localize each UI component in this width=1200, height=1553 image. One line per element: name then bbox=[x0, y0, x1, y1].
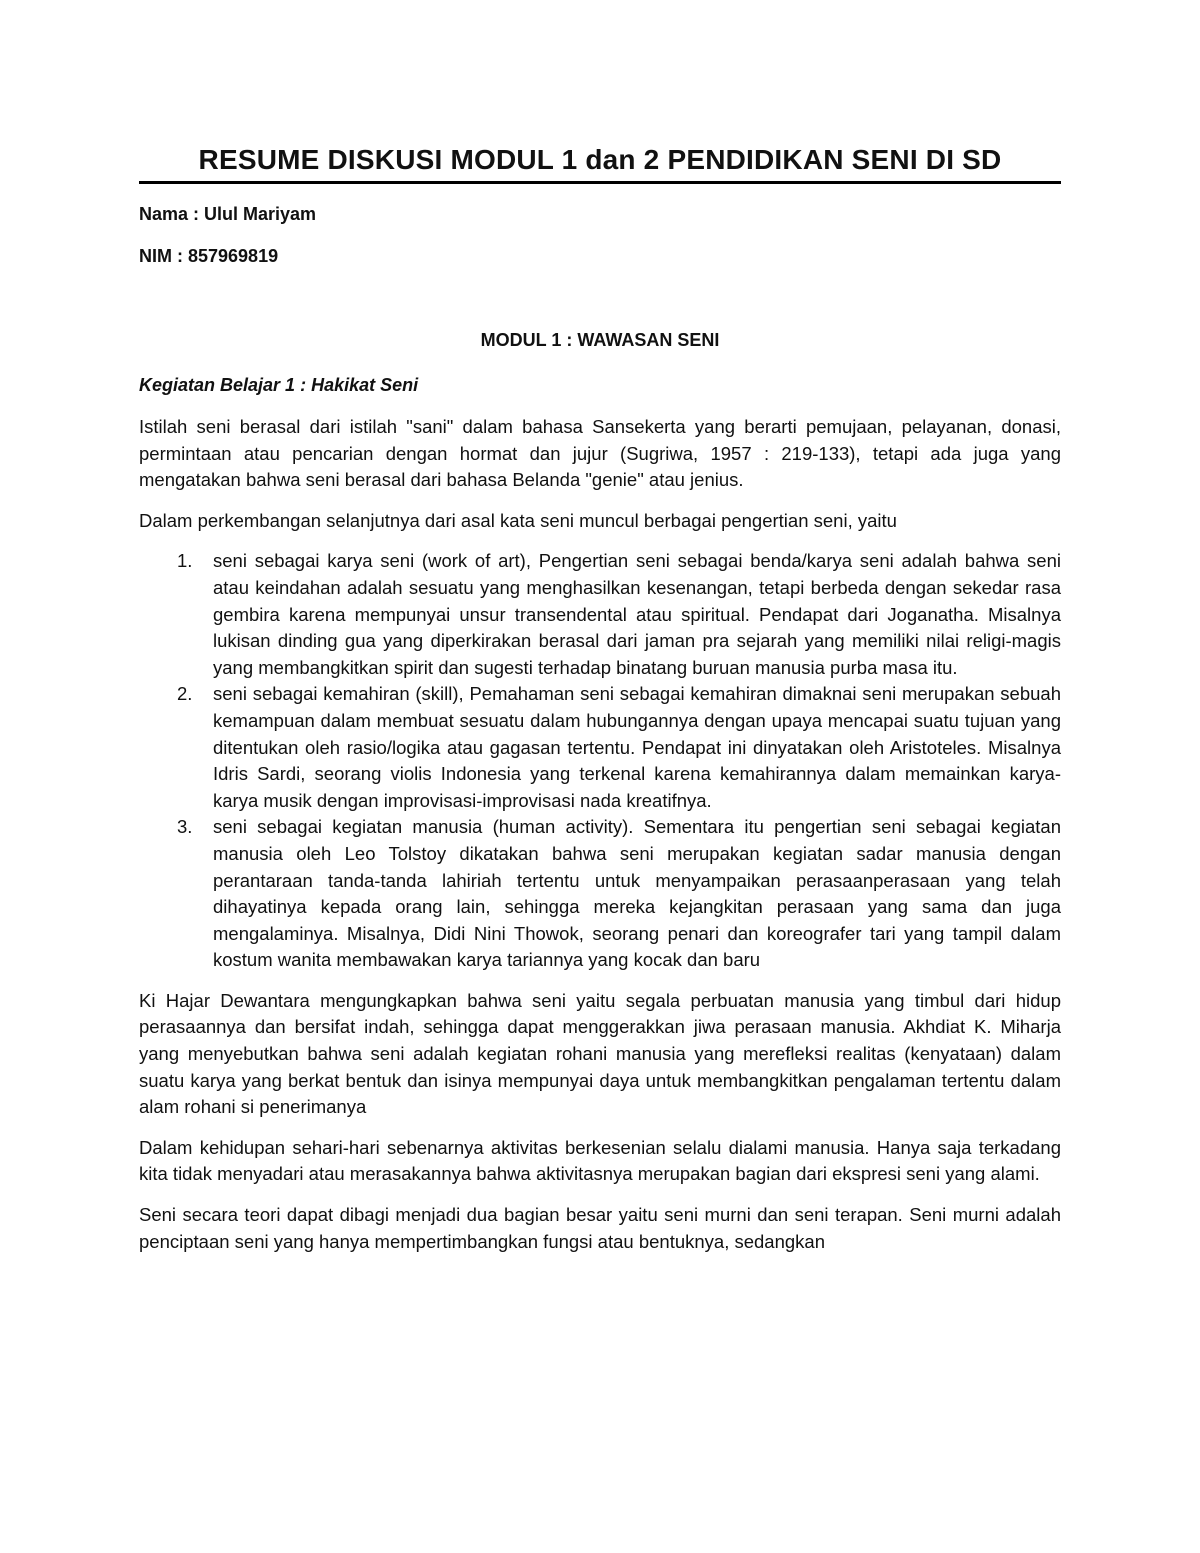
list-item-text: seni sebagai kemahiran (skill), Pemahaman seni sebagai kemahiran dimaknai seni merupakan sebuah kemampuan dalam membuat sesuatu dalam hubungannya dengan upaya mencapai suatu tujuan yang ditentukan oleh rasio/logika atau gagasan tertentu. Pendapat ini dinyatakan oleh Aristoteles. Misalnya Idris Sardi, seorang violis Indonesia yang terkenal karena kemahirannya dalam memainkan karya-karya musik dengan improvisasi-improvisasi nada kreatifnya. bbox=[213, 683, 1061, 811]
list-item-number: 3. bbox=[177, 816, 193, 838]
student-name: Nama : Ulul Mariyam bbox=[139, 204, 317, 224]
definitions-list bbox=[139, 548, 1061, 974]
student-nim: NIM : 857969819 bbox=[139, 246, 279, 266]
paragraph-art-division: Seni secara teori dapat dibagi menjadi dua bagian besar yaitu seni murni dan seni terapan. Seni murni adalah penciptaan seni yang hanya mempertimbangkan fungsi atau bentuknya, sedangkan bbox=[139, 1204, 1061, 1252]
paragraph-daily-life: Dalam kehidupan sehari-hari sebenarnya aktivitas berkesenian selalu dialami manusia. Hanya saja terkadang kita tidak menyadari atau merasakannya bahwa aktivitasnya merupakan bagian dari ekspresi seni yang alami. bbox=[139, 1136, 1061, 1185]
list-item bbox=[139, 681, 1061, 814]
list-item-number: 2. bbox=[177, 683, 193, 705]
paragraph-origin-of-seni: Istilah seni berasal dari istilah "sani" dalam bahasa Sansekerta yang berarti pemujaan, pelayanan, donasi, permintaan atau pencarian dengan hormat dan jujur (Sugriwa, 1957 : 219-133), tetapi ada juga yang mengatakan bahwa seni berasal dari bahasa Belanda "genie" atau jenius. bbox=[139, 416, 1061, 491]
list-item bbox=[139, 814, 1061, 974]
list-item-number: 1. bbox=[177, 550, 193, 572]
list-item-text: seni sebagai kegiatan manusia (human activity). Sementara itu pengertian seni sebagai kegiatan manusia oleh Leo Tolstoy dikatakan bahwa seni merupakan kegiatan sadar manusia dengan perantaraan tanda-tanda lahiriah tertentu untuk menyampaikan perasaanperasaan yang telah dihayatinya kepada orang lain, sehingga mereka kejangkitan perasaan yang sama dan juga mengalaminya. Misalnya, Didi Nini Thowok, seorang penari dan koreografer tari yang tampil dalam kostum wanita membawakan karya tariannya yang kocak dan baru bbox=[213, 816, 1061, 971]
activity-heading: Kegiatan Belajar 1 : Hakikat Seni bbox=[139, 375, 419, 395]
module-heading: MODUL 1 : WAWASAN SENI bbox=[480, 330, 720, 350]
list-item-text: seni sebagai karya seni (work of art), Pengertian seni sebagai benda/karya seni adalah bahwa seni atau keindahan adalah sesuatu yang menghasilkan kesenangan, tetapi berbeda dengan sekedar rasa gembira karena mempunyai unsur transendental atau spiritual. Pendapat dari Joganatha. Misalnya lukisan dinding gua yang diperkirakan berasal dari jaman pra sejarah yang memiliki nilai religi-magis yang membangkitkan spirit dan sugesti terhadap binatang buruan manusia purba masa itu. bbox=[213, 550, 1061, 678]
paragraph-list-intro: Dalam perkembangan selanjutnya dari asal kata seni muncul berbagai pengertian seni, yaitu bbox=[139, 509, 897, 531]
document-body bbox=[139, 414, 1061, 1269]
list-item bbox=[139, 548, 1061, 681]
paragraph-ki-hajar-dewantara: Ki Hajar Dewantara mengungkapkan bahwa seni yaitu segala perbuatan manusia yang timbul dari hidup perasaannya dan bersifat indah, sehingga dapat menggerakkan jiwa perasaan manusia. Akhdiat K. Miharja yang menyebutkan bahwa seni adalah kegiatan rohani manusia yang merefleksi realitas (kenyataan) dalam suatu karya yang berkat bentuk dan isinya mempunyai daya untuk membangkitkan pengalaman tertentu dalam alam rohani si penerimanya bbox=[139, 989, 1061, 1118]
document-title: RESUME DISKUSI MODUL 1 dan 2 PENDIDIKAN SENI DI SD bbox=[198, 144, 1002, 175]
title-underline bbox=[139, 181, 1061, 184]
